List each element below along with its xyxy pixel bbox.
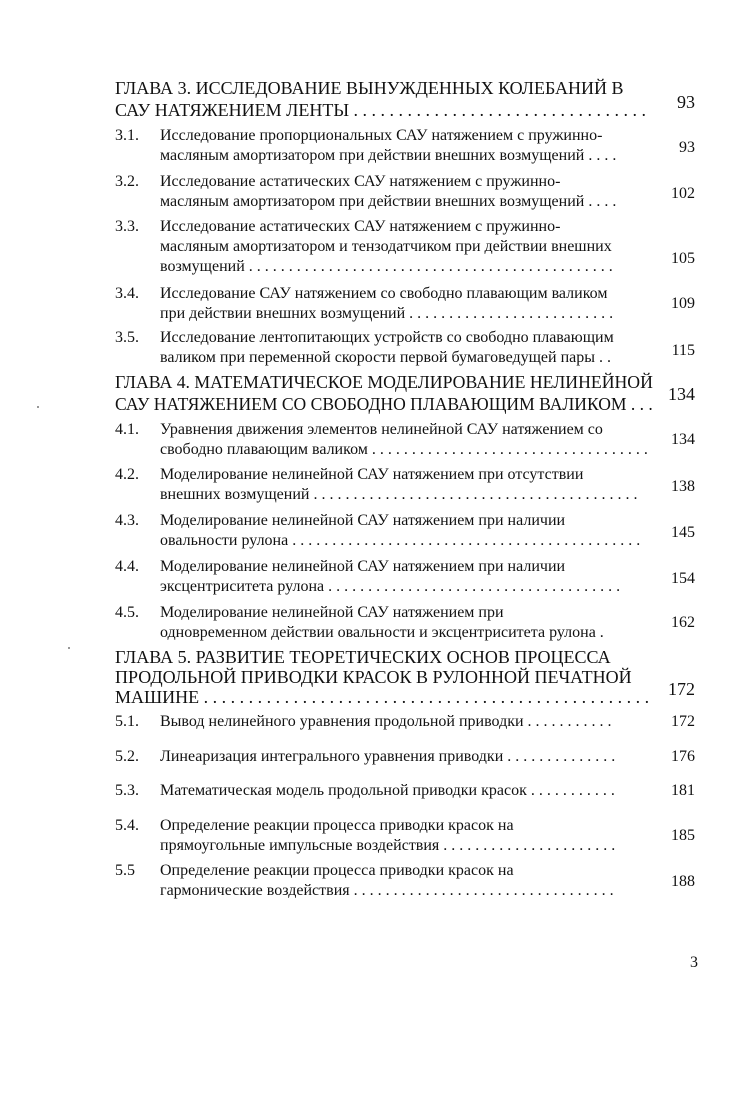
section-number: 5.2. — [115, 748, 139, 765]
page-ref: 105 — [671, 250, 695, 267]
page-ref: 172 — [668, 679, 695, 699]
page-ref: 176 — [671, 748, 695, 765]
section-title-line: валиком при переменной скорости первой бумаговедущей пары . . — [160, 349, 611, 366]
page-ref: 154 — [671, 570, 695, 587]
toc-section-4-2 — [115, 465, 695, 507]
section-number: 5.5 — [115, 862, 135, 879]
page-ref: 172 — [671, 713, 695, 730]
page-ref: 102 — [671, 185, 695, 202]
page-ref: 93 — [679, 139, 695, 156]
page-ref: 138 — [671, 478, 695, 495]
section-title-line: Вывод нелинейного уравнения продольной приводки . . . . . . . . . . . — [160, 713, 612, 730]
section-number: 4.2. — [115, 466, 139, 483]
section-title-line: гармонические воздействия . . . . . . . . . . . . . . . . . . . . . . . . . . . . . . . . . — [160, 882, 614, 899]
toc-section-5-1 — [115, 712, 695, 734]
toc-section-3-4 — [115, 284, 695, 326]
section-title-line: Исследование САУ натяжением со свободно плавающим валиком — [160, 285, 608, 302]
section-title-line: Моделирование нелинейной САУ натяжением при отсутствии — [160, 466, 584, 483]
section-title-line: Линеаризация интегрального уравнения приводки . . . . . . . . . . . . . . — [160, 748, 616, 765]
toc-section-5-5 — [115, 861, 695, 903]
page-ref: 93 — [677, 92, 695, 112]
section-title-line: Определение реакции процесса приводки красок на — [160, 862, 514, 879]
section-title-line: Моделирование нелинейной САУ натяжением при наличии — [160, 558, 566, 575]
chapter-title-line: САУ НАТЯЖЕНИЕМ ЛЕНТЫ . . . . . . . . . . . . . . . . . . . . . . . . . . . . . . . . . — [115, 100, 647, 120]
section-title-line: Исследование лентопитающих устройств со свободно плавающим — [160, 329, 614, 346]
section-title-line: Уравнения движения элементов нелинейной САУ натяжением со — [160, 421, 603, 438]
section-title-line: прямоугольные импульсные воздействия . . . . . . . . . . . . . . . . . . . . . . — [160, 837, 616, 854]
section-number: 3.1. — [115, 127, 139, 144]
chapter-title-line: МАШИНЕ . . . . . . . . . . . . . . . . . . . . . . . . . . . . . . . . . . . . . . . . . . . . . . . . . . — [115, 687, 650, 707]
section-number: 3.2. — [115, 173, 139, 190]
section-number: 5.1. — [115, 713, 139, 730]
section-title-line: масляным амортизатором и тензодатчиком при действии внешних — [160, 238, 612, 255]
page-ref: 115 — [671, 342, 695, 359]
section-title-line: свободно плавающим валиком . . . . . . . . . . . . . . . . . . . . . . . . . . . . . . . . . . . — [160, 441, 648, 458]
section-title-line: Исследование астатических САУ натяжением с пружинно- — [160, 173, 561, 190]
section-title-line: Математическая модель продольной приводки красок . . . . . . . . . . . — [160, 782, 615, 799]
chapter-title-line: ГЛАВА 4. МАТЕМАТИЧЕСКОЕ МОДЕЛИРОВАНИЕ НЕЛИНЕЙНОЙ — [115, 372, 653, 392]
section-title-line: эксцентриситета рулона . . . . . . . . . . . . . . . . . . . . . . . . . . . . . . . . . . . . . — [160, 578, 621, 595]
chapter-title-line: ГЛАВА 5. РАЗВИТИЕ ТЕОРЕТИЧЕСКИХ ОСНОВ ПРОЦЕССА — [115, 647, 611, 667]
section-number: 4.1. — [115, 421, 139, 438]
toc-chapter-4 — [115, 372, 695, 416]
page-ref: 185 — [671, 827, 695, 844]
page-ref: 188 — [671, 873, 695, 890]
section-title-line: масляным амортизатором при действии внешних возмущений . . . . — [160, 193, 617, 210]
toc-section-3-5 — [115, 328, 695, 370]
page-ref: 109 — [671, 295, 695, 312]
toc-section-4-5 — [115, 603, 695, 645]
section-title-line: Моделирование нелинейной САУ натяжением при — [160, 604, 504, 621]
chapter-title-line: ГЛАВА 3. ИССЛЕДОВАНИЕ ВЫНУЖДЕННЫХ КОЛЕБАНИЙ В — [115, 78, 624, 98]
toc-section-4-3 — [115, 511, 695, 553]
toc-section-3-1 — [115, 126, 695, 168]
scan-speck — [37, 406, 39, 408]
page-ref: 145 — [671, 524, 695, 541]
page-number: 3 — [690, 954, 698, 971]
toc-section-3-2 — [115, 172, 695, 214]
section-title-line: внешних возмущений . . . . . . . . . . . . . . . . . . . . . . . . . . . . . . . . . . . . . . . . . — [160, 486, 638, 503]
section-title-line: Определение реакции процесса приводки красок на — [160, 817, 514, 834]
page-ref: 134 — [671, 431, 695, 448]
toc-section-5-3 — [115, 781, 695, 803]
section-number: 4.3. — [115, 512, 139, 529]
section-title-line: Исследование пропорциональных САУ натяжением с пружинно- — [160, 127, 603, 144]
section-title-line: овальности рулона . . . . . . . . . . . . . . . . . . . . . . . . . . . . . . . . . . . . . . . . . . . . — [160, 532, 641, 549]
section-title-line: возмущений . . . . . . . . . . . . . . . . . . . . . . . . . . . . . . . . . . . . . . . . . . . . . . — [160, 258, 613, 275]
section-number: 4.4. — [115, 558, 139, 575]
toc-chapter-5 — [115, 647, 695, 713]
section-title-line: масляным амортизатором при действии внешних возмущений . . . . — [160, 147, 617, 164]
section-number: 4.5. — [115, 604, 139, 621]
toc-chapter-3 — [115, 78, 695, 122]
page-ref: 134 — [668, 384, 695, 404]
section-title-line: одновременном действии овальности и эксцентриситета рулона . — [160, 624, 604, 641]
toc-section-4-4 — [115, 557, 695, 599]
section-title-line: Исследование астатических САУ натяжением с пружинно- — [160, 218, 561, 235]
section-number: 3.5. — [115, 329, 139, 346]
chapter-title-line: ПРОДОЛЬНОЙ ПРИВОДКИ КРАСОК В РУЛОННОЙ ПЕЧАТНОЙ — [115, 667, 632, 687]
scan-speck — [68, 647, 70, 649]
chapter-title-line: САУ НАТЯЖЕНИЕМ СО СВОБОДНО ПЛАВАЮЩИМ ВАЛИКОМ . . . — [115, 394, 653, 414]
toc-section-5-2 — [115, 747, 695, 769]
page-ref: 181 — [671, 782, 695, 799]
toc-section-5-4 — [115, 816, 695, 858]
section-title-line: при действии внешних возмущений . . . . . . . . . . . . . . . . . . . . . . . . . . — [160, 305, 614, 322]
section-title-line: Моделирование нелинейной САУ натяжением при наличии — [160, 512, 566, 529]
section-number: 3.4. — [115, 285, 139, 302]
section-number: 5.4. — [115, 817, 139, 834]
toc-section-4-1 — [115, 420, 695, 462]
section-number: 3.3. — [115, 218, 139, 235]
toc-section-3-3 — [115, 217, 695, 279]
section-number: 5.3. — [115, 782, 139, 799]
page-ref: 162 — [671, 614, 695, 631]
